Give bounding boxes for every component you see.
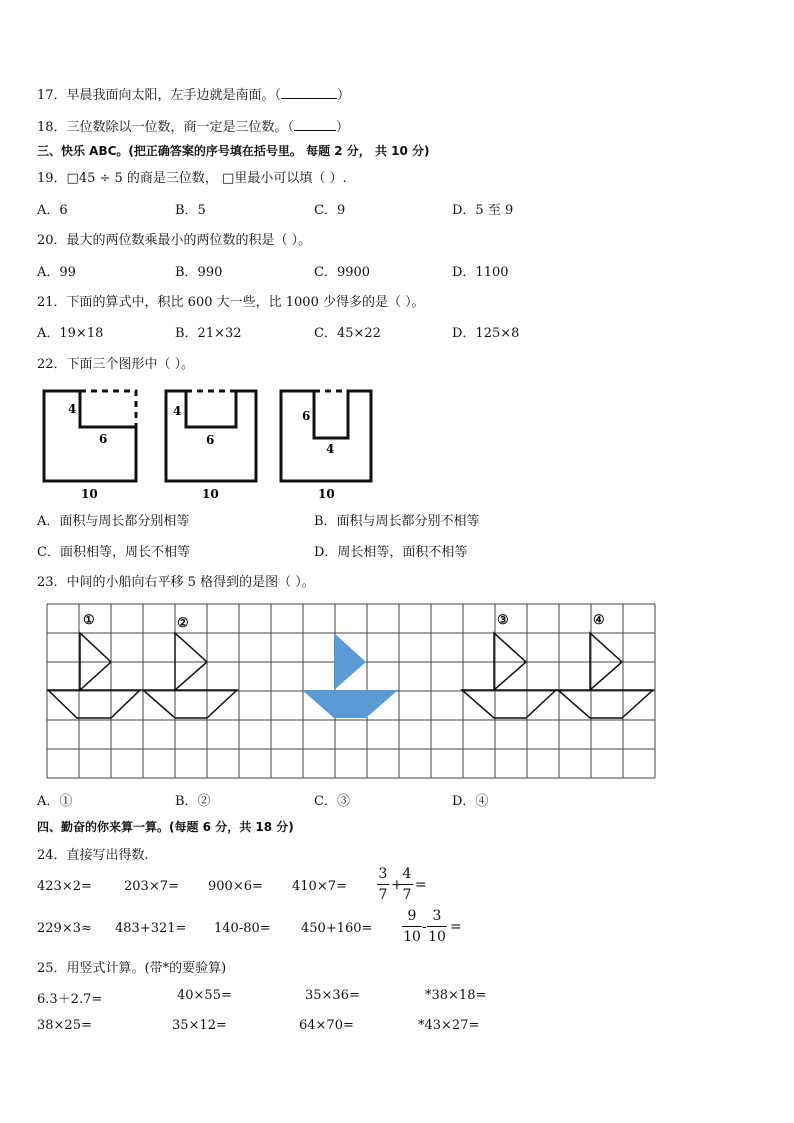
label-inner: 6 [206,433,215,447]
question-24-text: 24．直接写出得数. [37,848,149,863]
option-a[interactable]: A．6 [37,203,68,218]
fraction [377,867,389,902]
equals-sign: = [450,919,462,935]
calc-item: 410×7= [292,879,347,894]
fraction-denominator: 7 [378,887,388,903]
calc-item: 64×70= [299,1018,354,1033]
section-3-title: 三、快乐 ABC。(把正确答案的序号填在括号里。 每题 2 分， 共 10 分) [37,144,430,158]
boat-1-hull [48,690,140,718]
fraction [427,909,447,944]
boat-4-hull [558,690,653,718]
question-18-close: ） [336,120,350,135]
question-17 [37,84,350,103]
shape-figure-2 [166,391,256,501]
calc-item: *38×18= [425,988,487,1003]
option-a[interactable]: A．① [37,794,73,809]
fraction-denominator: 10 [428,929,446,945]
option-d[interactable]: D．125×8 [452,326,520,341]
boat-2-hull [143,690,237,718]
calc-item: *43×27= [418,1018,480,1033]
shape-figure-1 [44,391,136,501]
boat-label-1: ① [83,613,95,628]
boat-label-3: ③ [497,613,509,628]
answer-blank[interactable] [294,118,336,131]
question-17-text: 17．早晨我面向太阳，左手边就是南面。（ [37,88,282,103]
fraction-numerator: 3 [377,867,389,885]
calc-item: 35×12= [172,1018,227,1033]
option-c[interactable]: C．9900 [314,265,371,280]
calc-item: 40×55= [177,988,232,1003]
boat-label-4: ④ [593,613,605,628]
shapes-figure [36,383,416,508]
option-d[interactable]: D．周长相等，面积不相等 [314,545,468,560]
calc-item: 450+160= [301,921,373,936]
option-d[interactable]: D．5 至 9 [452,203,514,218]
question-21-text: 21．下面的算式中，积比 600 大一些，比 1000 少得多的是（ ）。 [37,295,425,310]
label-base: 10 [202,487,219,501]
section-4-title: 四、勤奋的你来算一算。(每题 6 分，共 18 分) [37,820,294,834]
middle-boat-hull [302,690,398,718]
option-d[interactable]: D．1100 [452,265,509,280]
calc-item: 203×7= [124,879,179,894]
fraction [401,867,413,902]
calc-item: 423×2= [37,879,92,894]
question-22-text: 22．下面三个图形中（ ）。 [37,357,195,372]
question-25-text: 25．用竖式计算。(带*的要验算) [37,961,227,976]
plus-sign: + [391,877,403,893]
minus-sign: - [422,919,427,935]
fraction-numerator: 4 [401,867,413,885]
label-inner: 4 [326,442,335,456]
equals-sign: = [415,877,427,893]
option-d[interactable]: D．④ [452,794,489,809]
calc-item: 483+321= [115,921,187,936]
question-18 [37,116,349,135]
option-b[interactable]: B．② [175,794,211,809]
middle-boat-sail [334,633,366,690]
label-base: 10 [81,487,98,501]
option-c[interactable]: C．9 [314,203,346,218]
fraction-denominator: 7 [402,887,412,903]
boat-3-hull [462,690,556,718]
option-b[interactable]: B．面积与周长都分别不相等 [314,514,480,529]
option-c[interactable]: C．面积相等，周长不相等 [37,545,190,560]
label-side: 4 [68,402,77,416]
option-b[interactable]: B．21×32 [175,326,242,341]
option-a[interactable]: A．面积与周长都分别相等 [37,514,190,529]
question-19-text: 19．□45 ÷ 5 的商是三位数， □里最小可以填（ ）. [37,171,347,186]
option-a[interactable]: A．19×18 [37,326,104,341]
label-side: 6 [302,409,311,423]
fraction-numerator: 9 [402,909,422,927]
calc-item: 38×25= [37,1018,92,1033]
question-17-close: ） [337,88,351,103]
calc-item: 6.3＋2.7= [37,992,103,1007]
boat-label-2: ② [177,616,189,631]
fraction-numerator: 3 [427,909,447,927]
option-b[interactable]: B．990 [175,265,223,280]
option-c[interactable]: C．45×22 [314,326,381,341]
label-base: 10 [318,487,335,501]
option-b[interactable]: B．5 [175,203,206,218]
question-18-text: 18．三位数除以一位数，商一定是三位数。（ [37,120,295,135]
option-a[interactable]: A．99 [37,265,76,280]
label-side: 4 [173,404,182,418]
fraction-denominator: 10 [403,929,421,945]
label-inner: 6 [99,432,108,446]
shape-figure-3 [281,391,371,501]
question-23-text: 23．中间的小船向右平移 5 格得到的是图（ ）。 [37,575,315,590]
calc-item: 35×36= [305,988,360,1003]
calc-item: 140-80= [214,921,271,936]
fraction [402,909,422,944]
calc-item: 900×6= [208,879,263,894]
question-20-text: 20．最大的两位数乘最小的两位数的积是（ ）。 [37,233,312,248]
answer-blank[interactable] [281,86,337,99]
option-c[interactable]: C．③ [314,794,350,809]
calc-item: 229×3≈ [37,921,92,936]
boat-grid-figure [45,602,657,780]
